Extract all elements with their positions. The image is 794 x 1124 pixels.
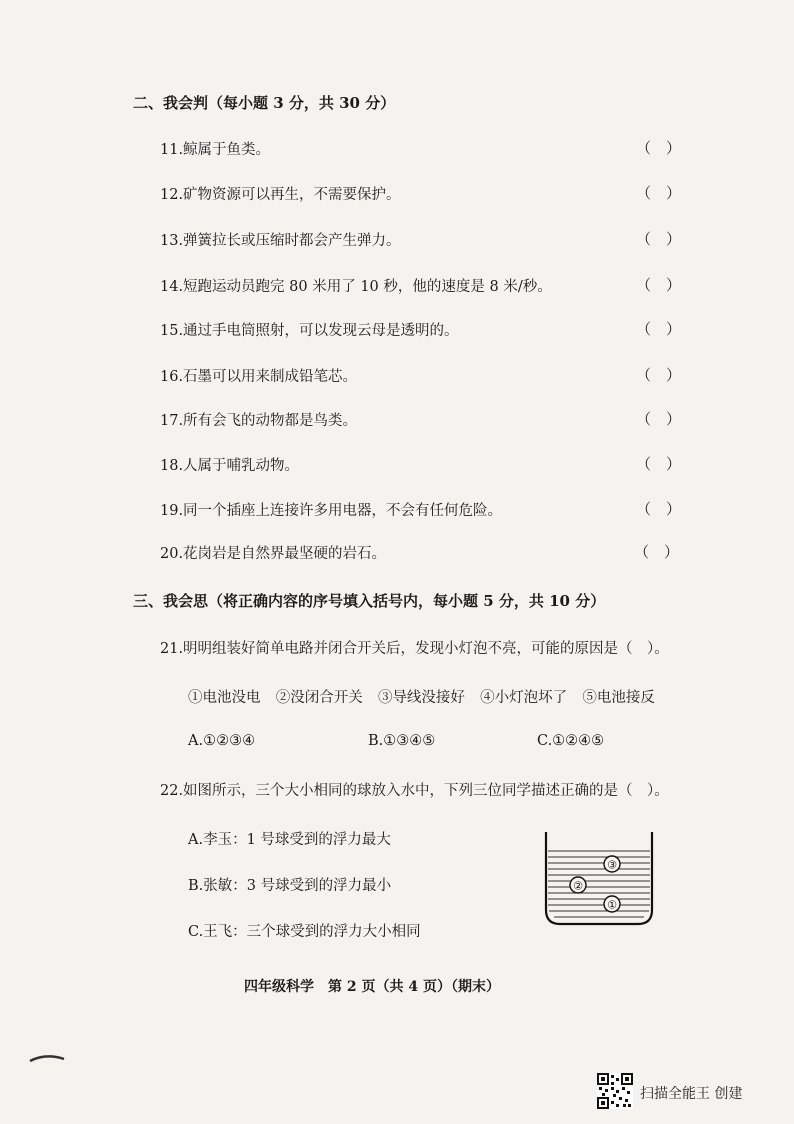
ball-1-label: ① bbox=[607, 898, 617, 912]
ball-2 bbox=[570, 877, 586, 893]
reason-3: ③导线没接好 bbox=[377, 690, 465, 706]
question-21-stem: 21.明明组装好简单电路并闭合开关后，发现小灯泡不亮，可能的原因是（ ）。 bbox=[160, 641, 669, 657]
question-11-answer-blank[interactable]: （ ） bbox=[636, 139, 682, 157]
question-21-choice-a: A.①②③④ bbox=[188, 733, 256, 749]
reason-4: ④小灯泡坏了 bbox=[480, 690, 568, 706]
reason-1: ①电池没电 bbox=[188, 690, 261, 706]
ball-1 bbox=[604, 896, 620, 912]
question-22-choice-b: B.张敏：3 号球受到的浮力最小 bbox=[188, 878, 392, 894]
question-18-answer-blank[interactable]: （ ） bbox=[636, 455, 682, 473]
question-14-answer-blank[interactable]: （ ） bbox=[636, 276, 682, 294]
ball-3 bbox=[604, 856, 620, 872]
question-12-answer-blank[interactable]: （ ） bbox=[636, 184, 682, 202]
question-22-choice-c: C.王飞：三个球受到的浮力大小相同 bbox=[188, 924, 421, 940]
question-22-stem: 22.如图所示，三个大小相同的球放入水中，下列三位同学描述正确的是（ ）。 bbox=[160, 783, 669, 799]
question-16-text: 16.石墨可以用来制成铅笔芯。 bbox=[160, 369, 358, 385]
question-18-text: 18.人属于哺乳动物。 bbox=[160, 458, 300, 474]
question-17-text: 17.所有会飞的动物都是鸟类。 bbox=[160, 413, 358, 429]
question-21-choice-c: C.①②④⑤ bbox=[537, 733, 605, 749]
water-lines bbox=[548, 851, 650, 917]
question-19-answer-blank[interactable]: （ ） bbox=[636, 500, 682, 518]
question-20-text: 20.花岗岩是自然界最坚硬的岩石。 bbox=[160, 546, 387, 562]
question-16-answer-blank[interactable]: （ ） bbox=[636, 366, 682, 384]
question-13-text: 13.弹簧拉长或压缩时都会产生弹力。 bbox=[160, 233, 401, 249]
question-21-reasons bbox=[188, 686, 655, 707]
question-12-text: 12.矿物资源可以再生，不需要保护。 bbox=[160, 187, 401, 203]
question-11-text: 11.鲸属于鱼类。 bbox=[160, 142, 271, 158]
beaker-outline bbox=[546, 832, 652, 924]
reason-2: ②没闭合开关 bbox=[275, 690, 363, 706]
scanner-watermark: 扫描全能王 创建 bbox=[640, 1086, 743, 1102]
question-19-text: 19.同一个插座上连接许多用电器，不会有任何危险。 bbox=[160, 503, 503, 519]
page-footer: 四年级科学 第 2 页（共 4 页）（期末） bbox=[244, 979, 500, 995]
question-13-answer-blank[interactable]: （ ） bbox=[636, 230, 682, 248]
question-14-text: 14.短跑运动员跑完 80 米用了 10 秒，他的速度是 8 米/秒。 bbox=[160, 279, 552, 295]
section3-title: 三、我会思（将正确内容的序号填入括号内，每小题 5 分，共 10 分） bbox=[133, 592, 606, 610]
ball-2-label: ② bbox=[573, 879, 583, 893]
question-17-answer-blank[interactable]: （ ） bbox=[636, 410, 682, 428]
question-20-answer-blank[interactable]: （ ） bbox=[634, 543, 680, 561]
question-15-text: 15.通过手电筒照射，可以发现云母是透明的。 bbox=[160, 323, 459, 339]
qr-code-icon bbox=[597, 1073, 633, 1109]
question-21-choice-b: B.①③④⑤ bbox=[368, 733, 436, 749]
question-22-choice-a: A.李玉：1 号球受到的浮力最大 bbox=[188, 832, 391, 848]
scan-mark bbox=[28, 1054, 68, 1064]
section2-title: 二、我会判（每小题 3 分，共 30 分） bbox=[133, 94, 396, 112]
ball-3-label: ③ bbox=[607, 858, 617, 872]
question-15-answer-blank[interactable]: （ ） bbox=[636, 320, 682, 338]
beaker-figure bbox=[542, 830, 658, 928]
reason-5: ⑤电池接反 bbox=[582, 690, 655, 706]
